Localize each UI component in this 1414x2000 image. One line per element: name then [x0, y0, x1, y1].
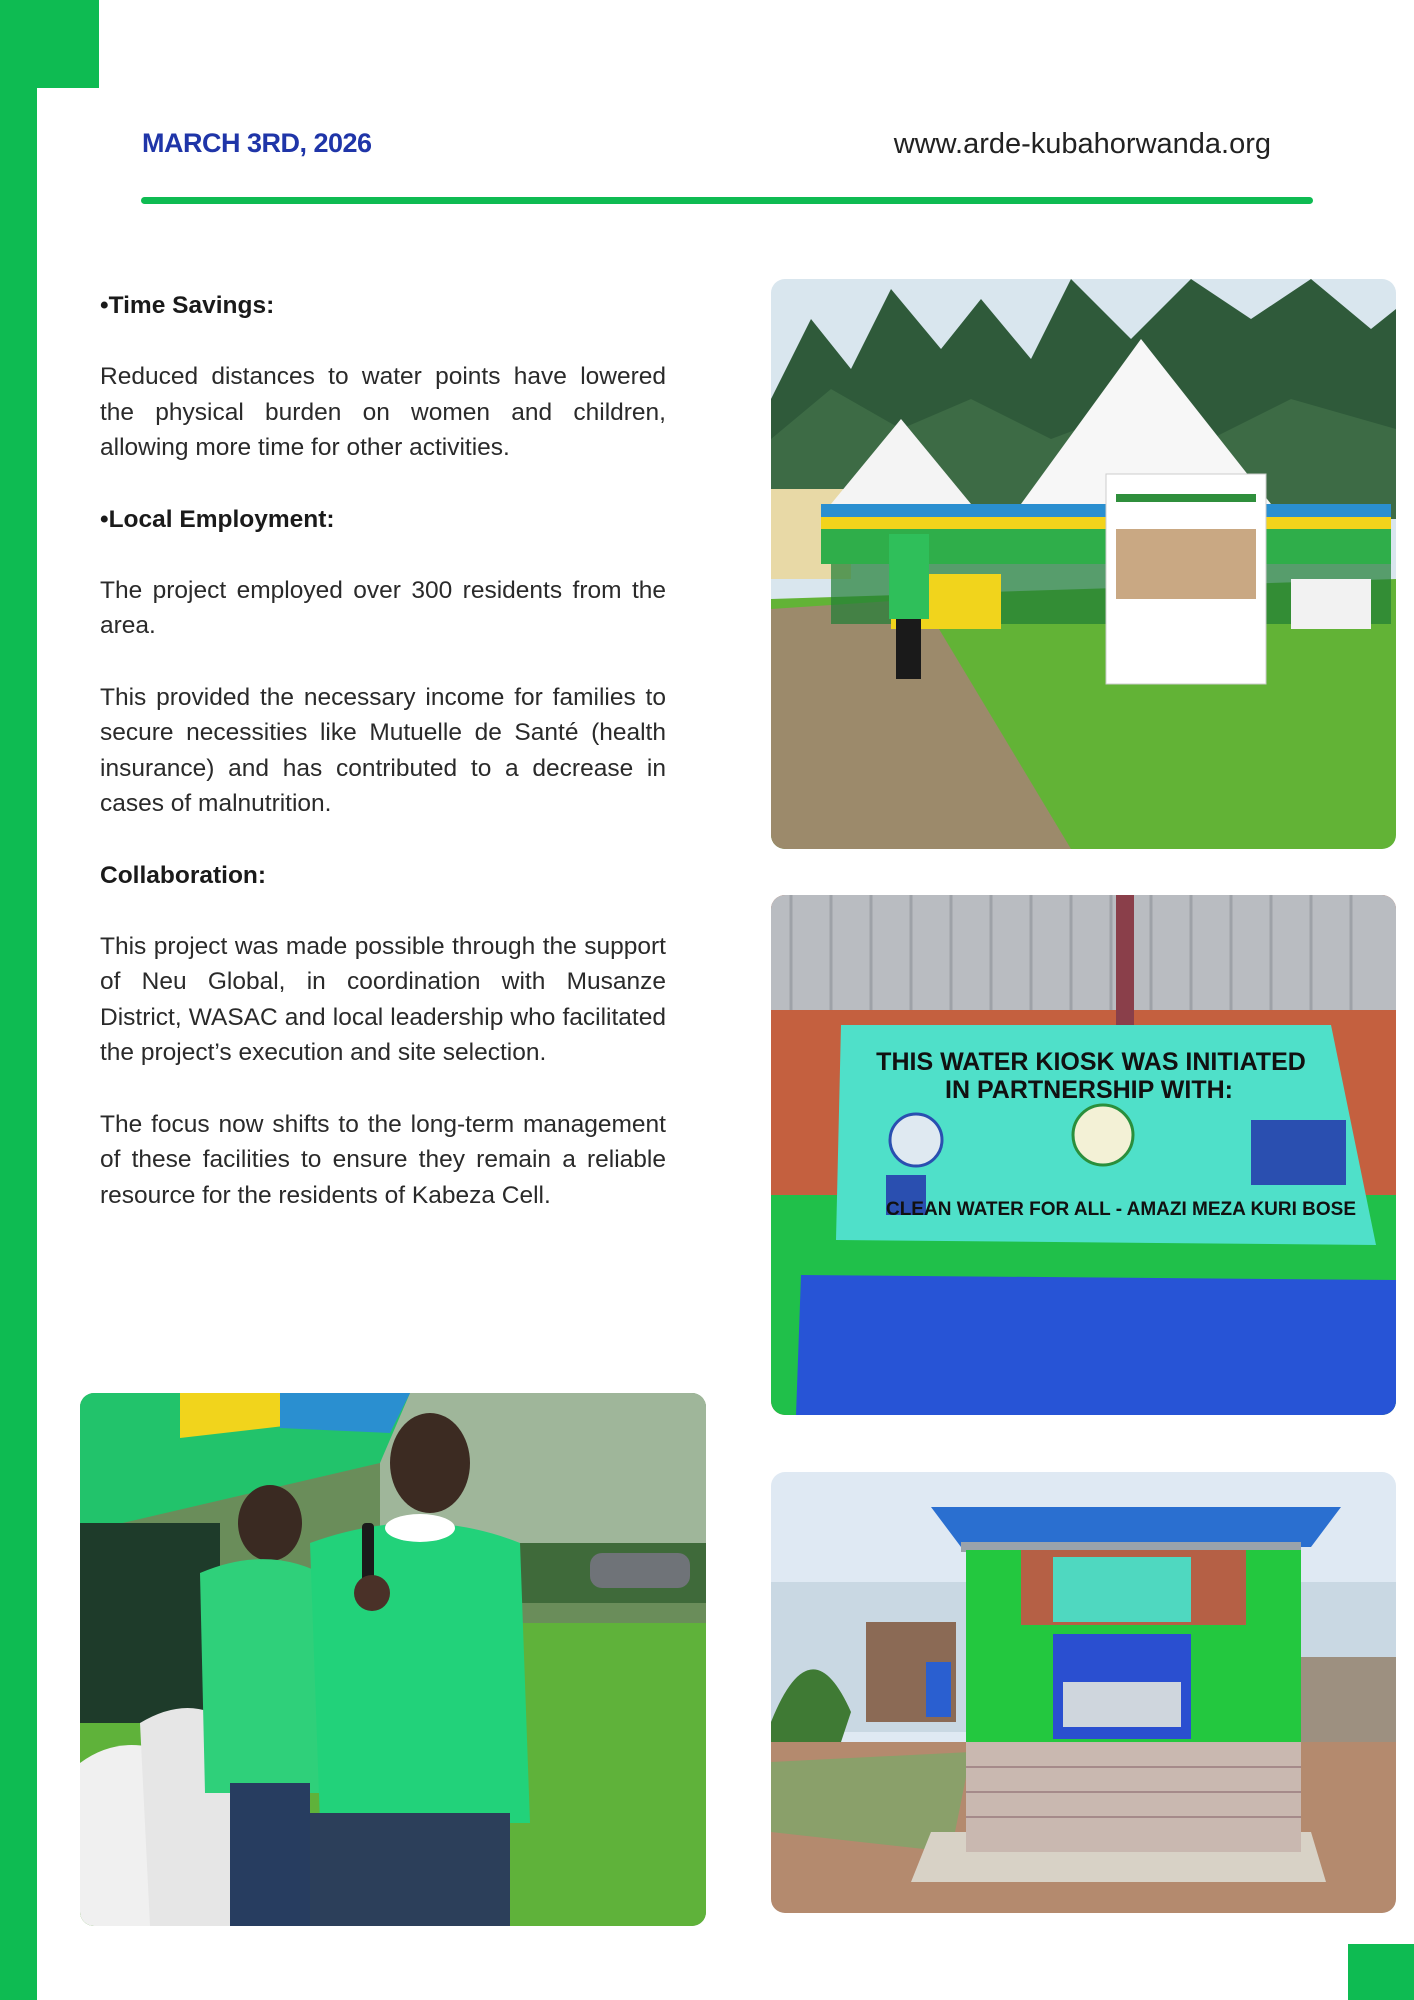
- website-url: www.arde-kubahorwanda.org: [893, 128, 1271, 160]
- photo-speaker: [80, 1393, 706, 1926]
- kiosk-sign-line-3: CLEAN WATER FOR ALL - AMAZI MEZA KURI BOSE: [885, 1199, 1357, 1220]
- photo-kiosk-sign: [771, 895, 1396, 1415]
- body-text: [100, 288, 666, 1249]
- kiosk-sign-line-2: IN PARTNERSHIP WITH:: [945, 1076, 1233, 1104]
- photo-tent-event: [771, 279, 1396, 849]
- heading-local-employment: •Local Employment:: [100, 505, 335, 533]
- bottom-right-corner-block: [1348, 1944, 1414, 2000]
- paragraph-employment-1: The project employed over 300 residents from the area.: [100, 576, 666, 640]
- header-divider: [141, 197, 1313, 204]
- paragraph-collaboration: This project was made possible through the support of Neu Global, in coordination with Musanze District, WASAC and local leadership who facilitated the project’s execution and site selection.: [100, 932, 666, 1067]
- photo-kiosk-building: [771, 1472, 1396, 1913]
- kiosk-sign-line-1: THIS WATER KIOSK WAS INITIATED: [876, 1048, 1306, 1076]
- paragraph-closing: The focus now shifts to the long-term management of these facilities to ensure they remain a reliable resource for the residents of Kabeza Cell.: [100, 1110, 666, 1209]
- paragraph-employment-2: This provided the necessary income for families to secure necessities like Mutuelle de Santé (health insurance) and has contributed to a decrease in cases of malnutrition.: [100, 683, 666, 818]
- heading-collaboration: Collaboration:: [100, 861, 267, 889]
- issue-date: MARCH 3RD, 2026: [142, 128, 372, 158]
- heading-time-savings: •Time Savings:: [100, 292, 275, 319]
- left-accent-bar: [0, 0, 37, 2000]
- paragraph-time-savings: Reduced distances to water points have lowered the physical burden on women and children, allowing more time for other activities.: [100, 363, 666, 462]
- top-left-corner-block: [0, 0, 99, 88]
